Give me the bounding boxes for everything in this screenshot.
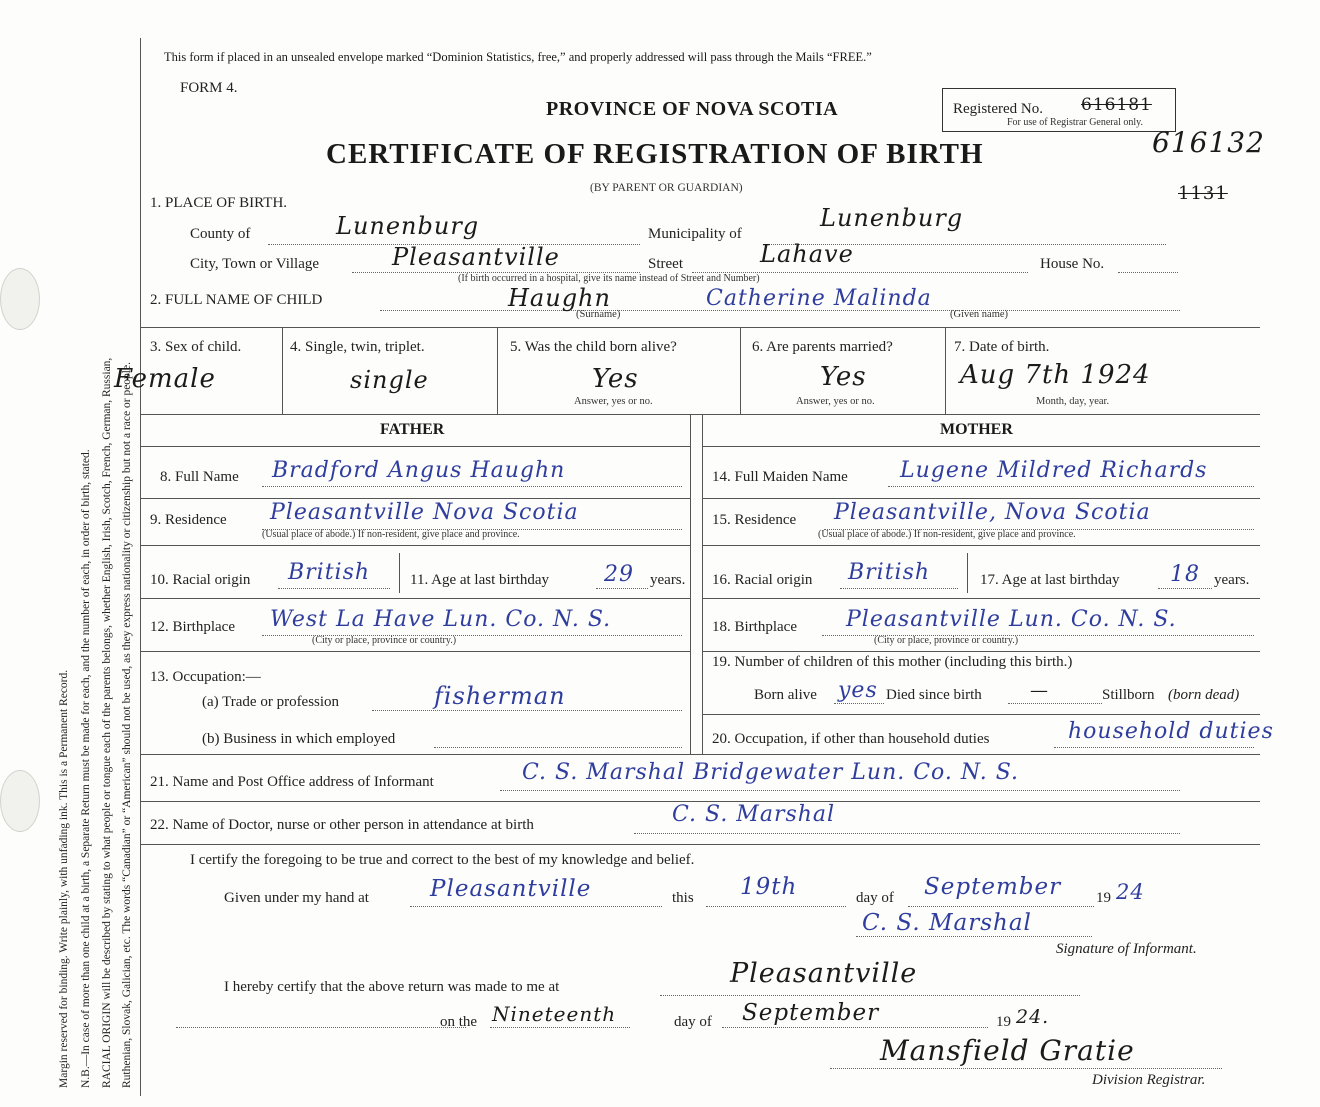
given-this-label: this bbox=[672, 890, 694, 906]
given-under-hand-label: Given under my hand at bbox=[224, 890, 369, 906]
given-year-value: 24 bbox=[1116, 880, 1145, 904]
father-birthplace-value: West La Have Lun. Co. N. S. bbox=[270, 607, 612, 632]
born-alive-caption: Answer, yes or no. bbox=[574, 396, 653, 407]
attendant-label: 22. Name of Doctor, nurse or other person in attendance at birth bbox=[150, 817, 534, 833]
date-of-birth-label: 7. Date of birth. bbox=[954, 339, 1050, 355]
mother-age-label: 17. Age at last birthday bbox=[980, 572, 1120, 588]
given-month-value: September bbox=[924, 874, 1062, 900]
city-label: City, Town or Village bbox=[190, 256, 320, 272]
sex-label: 3. Sex of child. bbox=[150, 339, 242, 355]
mother-race-label: 16. Racial origin bbox=[712, 572, 813, 588]
born-alive-count-label: Born alive bbox=[754, 687, 817, 703]
registrar-general-note: For use of Registrar General only. bbox=[1007, 117, 1143, 128]
form-left-border bbox=[140, 38, 141, 1096]
parents-married-caption: Answer, yes or no. bbox=[796, 396, 875, 407]
father-name-label: 8. Full Name bbox=[160, 469, 239, 485]
born-alive-label: 5. Was the child born alive? bbox=[510, 339, 677, 355]
father-business-label: (b) Business in which employed bbox=[202, 731, 396, 747]
given-name-caption: (Given name) bbox=[950, 309, 1009, 320]
father-race-label: 10. Racial origin bbox=[150, 572, 251, 588]
father-age-value: 29 bbox=[604, 562, 634, 587]
city-value: Pleasantville bbox=[392, 243, 560, 271]
died-since-birth-label: Died since birth bbox=[886, 687, 982, 703]
given-year-prefix: 19 bbox=[1096, 890, 1111, 906]
margin-note-3: RACIAL ORIGIN will be described by stating to what people or tongue each of the parents belongs, whether English, Irish, Scotch, French, German, Russian, bbox=[101, 357, 113, 1088]
father-trade-label: (a) Trade or profession bbox=[202, 694, 340, 710]
child-surname: Haughn bbox=[508, 284, 611, 312]
father-trade-value: fisherman bbox=[434, 682, 566, 710]
informant-value: C. S. Marshal Bridgewater Lun. Co. N. S. bbox=[522, 760, 1020, 785]
plurality-value: single bbox=[350, 366, 429, 394]
mother-age-value: 18 bbox=[1170, 562, 1200, 587]
mother-occupation-label: 20. Occupation, if other than household duties bbox=[712, 731, 990, 747]
registered-handwritten-number: 616132 bbox=[1152, 126, 1265, 159]
county-label: County of bbox=[190, 226, 251, 242]
street-value: Lahave bbox=[760, 240, 854, 268]
stillborn-note: (born dead) bbox=[1168, 687, 1240, 703]
born-alive-value: Yes bbox=[592, 364, 639, 394]
father-occupation-label: 13. Occupation:— bbox=[150, 669, 261, 685]
certificate-subtitle: (BY PARENT OR GUARDIAN) bbox=[590, 182, 743, 194]
registrar-place-value: Pleasantville bbox=[730, 958, 918, 989]
registrar-signature: Mansfield Gratie bbox=[880, 1034, 1135, 1067]
given-day-value: 19th bbox=[740, 874, 798, 900]
certificate-title: CERTIFICATE OF REGISTRATION OF BIRTH bbox=[326, 138, 984, 170]
house-number-label: House No. bbox=[1040, 256, 1105, 272]
mother-race-value: British bbox=[848, 560, 931, 585]
county-value: Lunenburg bbox=[336, 212, 480, 240]
mother-residence-label: 15. Residence bbox=[712, 512, 797, 528]
father-heading: FATHER bbox=[380, 421, 445, 438]
registrar-day-of-label: day of bbox=[674, 1014, 712, 1030]
child-given-name: Catherine Malinda bbox=[706, 286, 932, 311]
binding-hole-bottom bbox=[0, 770, 40, 832]
mother-children-label: 19. Number of children of this mother (including this birth.) bbox=[712, 654, 1073, 670]
registered-label: Registered No. bbox=[953, 101, 1043, 117]
registrar-year-value: 24. bbox=[1016, 1006, 1050, 1028]
child-name-label: 2. FULL NAME OF CHILD bbox=[150, 292, 323, 308]
registrar-caption: Division Registrar. bbox=[1092, 1072, 1206, 1088]
stillborn-label: Stillborn bbox=[1102, 687, 1155, 703]
informant-signature-caption: Signature of Informant. bbox=[1056, 941, 1197, 957]
parents-married-label: 6. Are parents married? bbox=[752, 339, 893, 355]
mother-name-label: 14. Full Maiden Name bbox=[712, 469, 848, 485]
province-heading: PROVINCE OF NOVA SCOTIA bbox=[546, 98, 839, 120]
registrar-month-value: September bbox=[742, 1000, 880, 1026]
certification-statement: I certify the foregoing to be true and correct to the best of my knowledge and belief. bbox=[190, 852, 695, 868]
mother-birthplace-caption: (City or place, province or country.) bbox=[874, 635, 1019, 646]
margin-note-4: Ruthenian, Slovak, Galician, etc. The words “Canadian” or “American” should not be used, as they express nationality or citizenship but not a race or people. bbox=[121, 362, 133, 1088]
registrar-year-prefix: 19 bbox=[996, 1014, 1011, 1030]
municipality-value: Lunenburg bbox=[820, 204, 964, 232]
mother-birthplace-value: Pleasantville Lun. Co. N. S. bbox=[846, 607, 1177, 632]
died-since-birth-value: — bbox=[1030, 680, 1049, 701]
father-residence-caption: (Usual place of abode.) If non-resident, give place and province. bbox=[262, 529, 520, 540]
plurality-label: 4. Single, twin, triplet. bbox=[290, 339, 425, 355]
father-race-value: British bbox=[288, 560, 371, 585]
surname-caption: (Surname) bbox=[576, 309, 621, 320]
mother-age-unit: years. bbox=[1214, 572, 1250, 588]
place-of-birth-label: 1. PLACE OF BIRTH. bbox=[150, 195, 288, 211]
father-name-value: Bradford Angus Haughn bbox=[272, 458, 566, 483]
father-age-label: 11. Age at last birthday bbox=[410, 572, 549, 588]
form-number: FORM 4. bbox=[180, 80, 238, 96]
parents-married-value: Yes bbox=[820, 362, 867, 392]
registered-number-box bbox=[942, 88, 1176, 132]
father-birthplace-label: 12. Birthplace bbox=[150, 619, 235, 635]
registered-struck-number: 616181 bbox=[1081, 95, 1152, 115]
registrar-statement: I hereby certify that the above return was made to me at bbox=[224, 979, 560, 995]
registrar-on-the-label: on the bbox=[440, 1014, 478, 1030]
given-place-value: Pleasantville bbox=[430, 876, 592, 902]
date-of-birth-value: Aug 7th 1924 bbox=[960, 360, 1151, 390]
date-of-birth-caption: Month, day, year. bbox=[1036, 396, 1110, 407]
father-birthplace-caption: (City or place, province or country.) bbox=[312, 635, 457, 646]
registrar-day-value: Nineteenth bbox=[492, 1002, 617, 1026]
mother-heading: MOTHER bbox=[940, 421, 1013, 438]
born-alive-count-value: yes bbox=[838, 678, 878, 703]
street-label: Street bbox=[648, 256, 683, 272]
given-day-of-label: day of bbox=[856, 890, 894, 906]
informant-label: 21. Name and Post Office address of Informant bbox=[150, 774, 434, 790]
father-residence-label: 9. Residence bbox=[150, 512, 227, 528]
sex-value: Female bbox=[114, 364, 216, 394]
informant-signature: C. S. Marshal bbox=[862, 910, 1032, 936]
margin-note-2: N.B.—In case of more than one child at a birth, a Separate Return must be made for each, and the number of each, in order of birth, stated. bbox=[80, 449, 92, 1088]
mother-residence-caption: (Usual place of abode.) If non-resident, give place and province. bbox=[818, 529, 1076, 540]
margin-note-1: Margin reserved for binding. Write plainly, with unfading ink. This is a Permanent Record. bbox=[58, 669, 70, 1088]
mother-occupation-value: household duties bbox=[1068, 719, 1274, 744]
father-age-unit: years. bbox=[650, 572, 686, 588]
mother-residence-value: Pleasantville, Nova Scotia bbox=[834, 500, 1151, 525]
father-residence-value: Pleasantville Nova Scotia bbox=[270, 500, 579, 525]
binding-hole-top bbox=[0, 268, 40, 330]
attendant-value: C. S. Marshal bbox=[672, 802, 836, 827]
mother-name-value: Lugene Mildred Richards bbox=[900, 458, 1208, 483]
hospital-note: (If birth occurred in a hospital, give its name instead of Street and Number) bbox=[458, 273, 760, 284]
franking-note: This form if placed in an unsealed envelope marked “Dominion Statistics, free,” and properly addressed will pass through the Mails “FREE.” bbox=[164, 50, 872, 64]
mother-birthplace-label: 18. Birthplace bbox=[712, 619, 797, 635]
struck-number: 1131 bbox=[1178, 183, 1228, 204]
municipality-label: Municipality of bbox=[648, 226, 742, 242]
